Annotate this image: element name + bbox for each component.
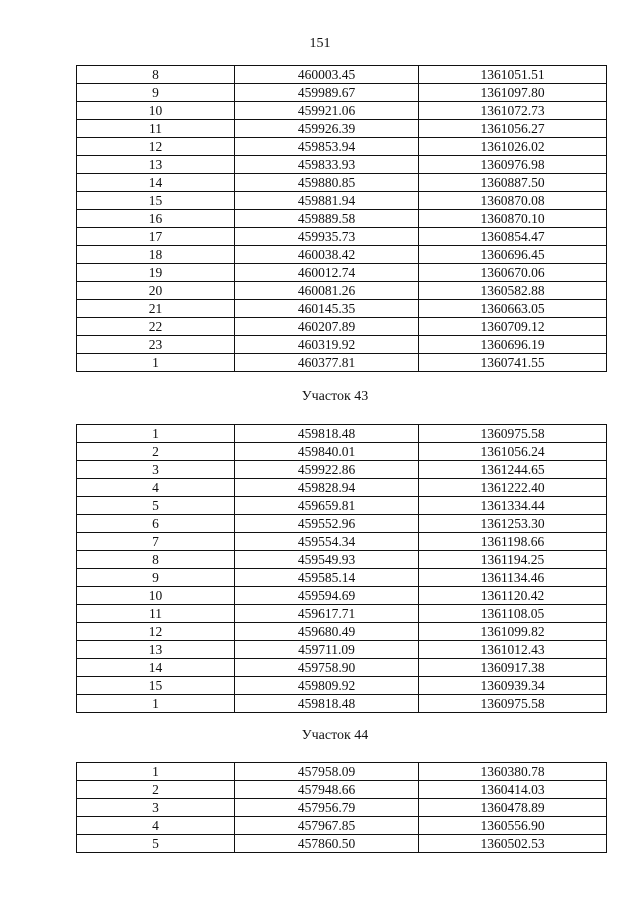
x-coordinate-cell: 459881.94 — [235, 192, 419, 210]
y-coordinate-cell: 1360976.98 — [419, 156, 607, 174]
table-row — [77, 354, 607, 372]
x-coordinate-cell: 460207.89 — [235, 318, 419, 336]
y-coordinate-cell: 1361108.05 — [419, 605, 607, 623]
y-coordinate-cell: 1360975.58 — [419, 425, 607, 443]
y-coordinate-cell: 1360380.78 — [419, 763, 607, 781]
table-row — [77, 551, 607, 569]
x-coordinate-cell: 459680.49 — [235, 623, 419, 641]
point-number-cell: 18 — [77, 246, 235, 264]
y-coordinate-cell: 1361194.25 — [419, 551, 607, 569]
x-coordinate-cell: 457956.79 — [235, 799, 419, 817]
table-row — [77, 246, 607, 264]
point-number-cell: 7 — [77, 533, 235, 551]
table-row — [77, 318, 607, 336]
table-row — [77, 781, 607, 799]
x-coordinate-cell: 459889.58 — [235, 210, 419, 228]
point-number-cell: 2 — [77, 443, 235, 461]
coordinates-table-continued — [76, 65, 607, 372]
y-coordinate-cell: 1361253.30 — [419, 515, 607, 533]
x-coordinate-cell: 457958.09 — [235, 763, 419, 781]
table-row — [77, 192, 607, 210]
y-coordinate-cell: 1360670.06 — [419, 264, 607, 282]
table-row — [77, 587, 607, 605]
table-row — [77, 264, 607, 282]
table-row — [77, 336, 607, 354]
y-coordinate-cell: 1360696.19 — [419, 336, 607, 354]
y-coordinate-cell: 1360939.34 — [419, 677, 607, 695]
y-coordinate-cell: 1360582.88 — [419, 282, 607, 300]
x-coordinate-cell: 460081.26 — [235, 282, 419, 300]
x-coordinate-cell: 459594.69 — [235, 587, 419, 605]
point-number-cell: 23 — [77, 336, 235, 354]
x-coordinate-cell: 457860.50 — [235, 835, 419, 853]
y-coordinate-cell: 1360478.89 — [419, 799, 607, 817]
point-number-cell: 21 — [77, 300, 235, 318]
table-row — [77, 817, 607, 835]
point-number-cell: 12 — [77, 623, 235, 641]
y-coordinate-cell: 1360414.03 — [419, 781, 607, 799]
point-number-cell: 13 — [77, 641, 235, 659]
x-coordinate-cell: 459828.94 — [235, 479, 419, 497]
point-number-cell: 8 — [77, 66, 235, 84]
x-coordinate-cell: 460319.92 — [235, 336, 419, 354]
x-coordinate-cell: 459935.73 — [235, 228, 419, 246]
table-row — [77, 569, 607, 587]
x-coordinate-cell: 459989.67 — [235, 84, 419, 102]
x-coordinate-cell: 459818.48 — [235, 425, 419, 443]
point-number-cell: 22 — [77, 318, 235, 336]
point-number-cell: 1 — [77, 354, 235, 372]
table-row — [77, 120, 607, 138]
point-number-cell: 10 — [77, 102, 235, 120]
table-row — [77, 835, 607, 853]
point-number-cell: 14 — [77, 174, 235, 192]
point-number-cell: 13 — [77, 156, 235, 174]
y-coordinate-cell: 1361056.24 — [419, 443, 607, 461]
x-coordinate-cell: 460038.42 — [235, 246, 419, 264]
table-row — [77, 228, 607, 246]
table-row — [77, 174, 607, 192]
point-number-cell: 1 — [77, 695, 235, 713]
point-number-cell: 12 — [77, 138, 235, 156]
point-number-cell: 3 — [77, 799, 235, 817]
point-number-cell: 15 — [77, 677, 235, 695]
y-coordinate-cell: 1360741.55 — [419, 354, 607, 372]
table-row — [77, 479, 607, 497]
x-coordinate-cell: 457948.66 — [235, 781, 419, 799]
section-title-43: Участок 43 — [301, 389, 369, 404]
y-coordinate-cell: 1360696.45 — [419, 246, 607, 264]
x-coordinate-cell: 459880.85 — [235, 174, 419, 192]
table-row — [77, 695, 607, 713]
point-number-cell: 6 — [77, 515, 235, 533]
y-coordinate-cell: 1361222.40 — [419, 479, 607, 497]
x-coordinate-cell: 459926.39 — [235, 120, 419, 138]
table-row — [77, 461, 607, 479]
x-coordinate-cell: 459585.14 — [235, 569, 419, 587]
y-coordinate-cell: 1360854.47 — [419, 228, 607, 246]
page-number: 151 — [309, 36, 331, 51]
x-coordinate-cell: 459921.06 — [235, 102, 419, 120]
x-coordinate-cell: 460003.45 — [235, 66, 419, 84]
x-coordinate-cell: 459659.81 — [235, 497, 419, 515]
point-number-cell: 15 — [77, 192, 235, 210]
point-number-cell: 4 — [77, 479, 235, 497]
point-number-cell: 1 — [77, 763, 235, 781]
table-row — [77, 799, 607, 817]
x-coordinate-cell: 459818.48 — [235, 695, 419, 713]
table-row — [77, 210, 607, 228]
y-coordinate-cell: 1361097.80 — [419, 84, 607, 102]
y-coordinate-cell: 1361244.65 — [419, 461, 607, 479]
y-coordinate-cell: 1361099.82 — [419, 623, 607, 641]
x-coordinate-cell: 459758.90 — [235, 659, 419, 677]
table-row — [77, 763, 607, 781]
x-coordinate-cell: 460145.35 — [235, 300, 419, 318]
x-coordinate-cell: 459711.09 — [235, 641, 419, 659]
table-row — [77, 497, 607, 515]
y-coordinate-cell: 1361026.02 — [419, 138, 607, 156]
table-row — [77, 659, 607, 677]
table-row — [77, 66, 607, 84]
table-row — [77, 677, 607, 695]
table-row — [77, 641, 607, 659]
y-coordinate-cell: 1361334.44 — [419, 497, 607, 515]
y-coordinate-cell: 1361134.46 — [419, 569, 607, 587]
x-coordinate-cell: 459617.71 — [235, 605, 419, 623]
y-coordinate-cell: 1361198.66 — [419, 533, 607, 551]
point-number-cell: 16 — [77, 210, 235, 228]
point-number-cell: 1 — [77, 425, 235, 443]
table-row — [77, 282, 607, 300]
point-number-cell: 20 — [77, 282, 235, 300]
table-row — [77, 425, 607, 443]
y-coordinate-cell: 1361120.42 — [419, 587, 607, 605]
coordinates-table-44 — [76, 762, 607, 853]
point-number-cell: 9 — [77, 569, 235, 587]
y-coordinate-cell: 1360975.58 — [419, 695, 607, 713]
x-coordinate-cell: 459833.93 — [235, 156, 419, 174]
x-coordinate-cell: 459552.96 — [235, 515, 419, 533]
y-coordinate-cell: 1360870.10 — [419, 210, 607, 228]
point-number-cell: 11 — [77, 605, 235, 623]
point-number-cell: 2 — [77, 781, 235, 799]
y-coordinate-cell: 1360917.38 — [419, 659, 607, 677]
x-coordinate-cell: 459840.01 — [235, 443, 419, 461]
y-coordinate-cell: 1360663.05 — [419, 300, 607, 318]
y-coordinate-cell: 1360556.90 — [419, 817, 607, 835]
table-row — [77, 623, 607, 641]
table-row — [77, 138, 607, 156]
section-title-44: Участок 44 — [301, 728, 369, 743]
point-number-cell: 10 — [77, 587, 235, 605]
x-coordinate-cell: 457967.85 — [235, 817, 419, 835]
x-coordinate-cell: 460377.81 — [235, 354, 419, 372]
table-row — [77, 84, 607, 102]
coordinates-table-43 — [76, 424, 607, 713]
table-row — [77, 533, 607, 551]
x-coordinate-cell: 459922.86 — [235, 461, 419, 479]
x-coordinate-cell: 460012.74 — [235, 264, 419, 282]
y-coordinate-cell: 1360502.53 — [419, 835, 607, 853]
table-row — [77, 443, 607, 461]
point-number-cell: 8 — [77, 551, 235, 569]
table-row — [77, 300, 607, 318]
point-number-cell: 5 — [77, 497, 235, 515]
x-coordinate-cell: 459554.34 — [235, 533, 419, 551]
table-row — [77, 102, 607, 120]
point-number-cell: 4 — [77, 817, 235, 835]
y-coordinate-cell: 1360870.08 — [419, 192, 607, 210]
y-coordinate-cell: 1361056.27 — [419, 120, 607, 138]
point-number-cell: 11 — [77, 120, 235, 138]
table-row — [77, 515, 607, 533]
y-coordinate-cell: 1360887.50 — [419, 174, 607, 192]
y-coordinate-cell: 1361072.73 — [419, 102, 607, 120]
point-number-cell: 14 — [77, 659, 235, 677]
point-number-cell: 5 — [77, 835, 235, 853]
y-coordinate-cell: 1361012.43 — [419, 641, 607, 659]
y-coordinate-cell: 1360709.12 — [419, 318, 607, 336]
x-coordinate-cell: 459853.94 — [235, 138, 419, 156]
table-row — [77, 156, 607, 174]
x-coordinate-cell: 459809.92 — [235, 677, 419, 695]
table-row — [77, 605, 607, 623]
point-number-cell: 9 — [77, 84, 235, 102]
y-coordinate-cell: 1361051.51 — [419, 66, 607, 84]
point-number-cell: 17 — [77, 228, 235, 246]
x-coordinate-cell: 459549.93 — [235, 551, 419, 569]
point-number-cell: 3 — [77, 461, 235, 479]
point-number-cell: 19 — [77, 264, 235, 282]
